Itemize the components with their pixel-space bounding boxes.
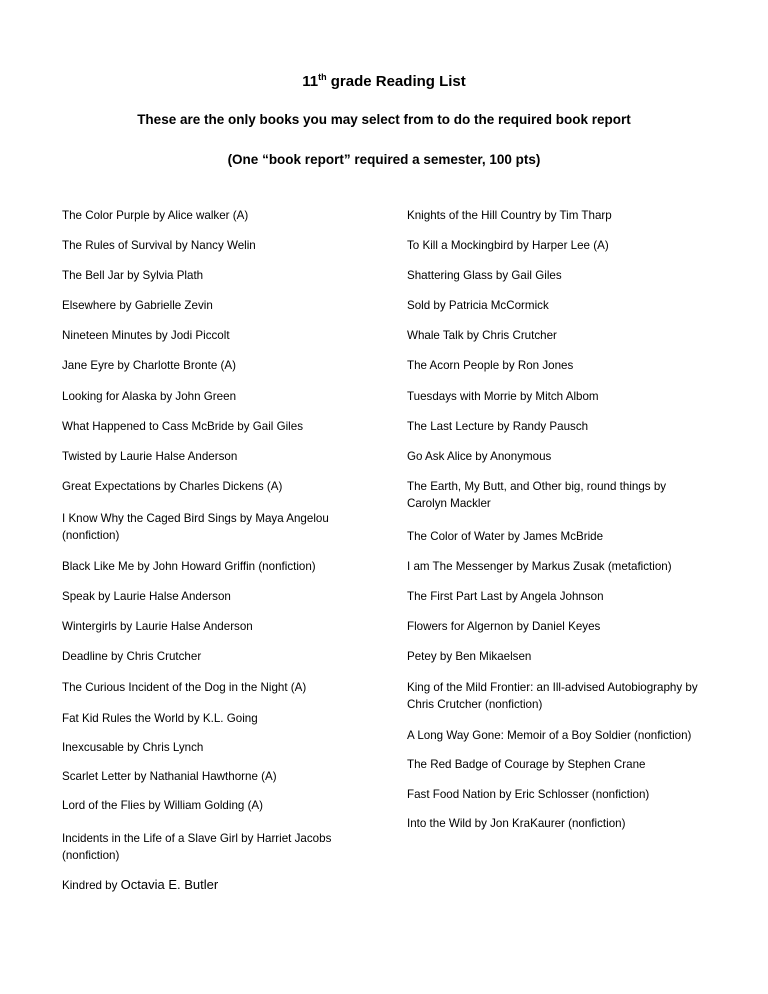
- book-list-item: Black Like Me by John Howard Griffin (nonfiction): [62, 560, 316, 573]
- book-list-item: Petey by Ben Mikaelsen: [407, 650, 532, 663]
- book-list-item: The First Part Last by Angela Johnson: [407, 590, 604, 603]
- author-name: Octavia E. Butler: [120, 877, 219, 892]
- book-list-item: Whale Talk by Chris Crutcher: [407, 329, 557, 342]
- book-list-item: The Earth, My Butt, and Other big, round things by Carolyn Mackler: [407, 480, 667, 510]
- book-list-item: Into the Wild by Jon KraKaurer (nonfiction): [407, 817, 626, 830]
- book-list-item: The Color Purple by Alice walker (A): [62, 209, 249, 222]
- book-list-item: I am The Messenger by Markus Zusak (metafiction): [407, 560, 672, 573]
- book-list-item: Jane Eyre by Charlotte Bronte (A): [62, 359, 236, 372]
- book-list-item: To Kill a Mockingbird by Harper Lee (A): [407, 239, 609, 252]
- book-list-item: Incidents in the Life of a Slave Girl by Harriet Jacobs (nonfiction): [62, 832, 332, 862]
- book-list-item: The Rules of Survival by Nancy Welin: [62, 239, 256, 252]
- book-list-item: Looking for Alaska by John Green: [62, 390, 237, 403]
- book-list-item: Elsewhere by Gabrielle Zevin: [62, 299, 213, 312]
- book-list-item: Flowers for Algernon by Daniel Keyes: [407, 620, 601, 633]
- book-list-item: Scarlet Letter by Nathanial Hawthorne (A): [62, 770, 277, 783]
- page-title: 11th grade Reading List: [302, 72, 466, 90]
- book-list-item: Twisted by Laurie Halse Anderson: [62, 450, 238, 463]
- book-list-item: Shattering Glass by Gail Giles: [407, 269, 562, 282]
- book-list-item: Fast Food Nation by Eric Schlosser (nonfiction): [407, 788, 650, 801]
- instructions-line: These are the only books you may select from to do the required book report: [137, 112, 631, 127]
- requirement-line: (One “book report” required a semester, 100 pts): [227, 152, 541, 167]
- book-list-item: A Long Way Gone: Memoir of a Boy Soldier (nonfiction): [407, 729, 692, 742]
- book-list-item: The Curious Incident of the Dog in the Night (A): [62, 681, 307, 694]
- book-list-item: Go Ask Alice by Anonymous: [407, 450, 552, 463]
- book-list-item: What Happened to Cass McBride by Gail Giles: [62, 420, 303, 433]
- book-list-item: The Color of Water by James McBride: [407, 530, 604, 543]
- book-list-item: Sold by Patricia McCormick: [407, 299, 549, 312]
- book-list-item: King of the Mild Frontier: an Ill-advised Autobiography by Chris Crutcher (nonfiction): [407, 681, 698, 711]
- book-list-item: Wintergirls by Laurie Halse Anderson: [62, 620, 253, 633]
- book-list-item: Fat Kid Rules the World by K.L. Going: [62, 712, 258, 725]
- book-list-item: Speak by Laurie Halse Anderson: [62, 590, 231, 603]
- title-superscript: th: [318, 72, 327, 82]
- book-list-item: Great Expectations by Charles Dickens (A): [62, 480, 283, 493]
- book-list-item: Inexcusable by Chris Lynch: [62, 741, 204, 754]
- book-list-item: The Acorn People by Ron Jones: [407, 359, 574, 372]
- book-list-item: Kindred by Octavia E. Butler: [62, 877, 219, 892]
- book-list-item: Deadline by Chris Crutcher: [62, 650, 202, 663]
- book-list-item: Tuesdays with Morrie by Mitch Albom: [407, 390, 599, 403]
- book-list-item: The Bell Jar by Sylvia Plath: [62, 269, 204, 282]
- book-list-item: The Red Badge of Courage by Stephen Crane: [407, 758, 646, 771]
- book-list-item: Lord of the Flies by William Golding (A): [62, 799, 264, 812]
- book-list-item: Nineteen Minutes by Jodi Piccolt: [62, 329, 230, 342]
- book-list-item: Knights of the Hill Country by Tim Tharp: [407, 209, 612, 222]
- book-list-item: The Last Lecture by Randy Pausch: [407, 420, 589, 433]
- book-list-item: I Know Why the Caged Bird Sings by Maya Angelou (nonfiction): [62, 512, 329, 542]
